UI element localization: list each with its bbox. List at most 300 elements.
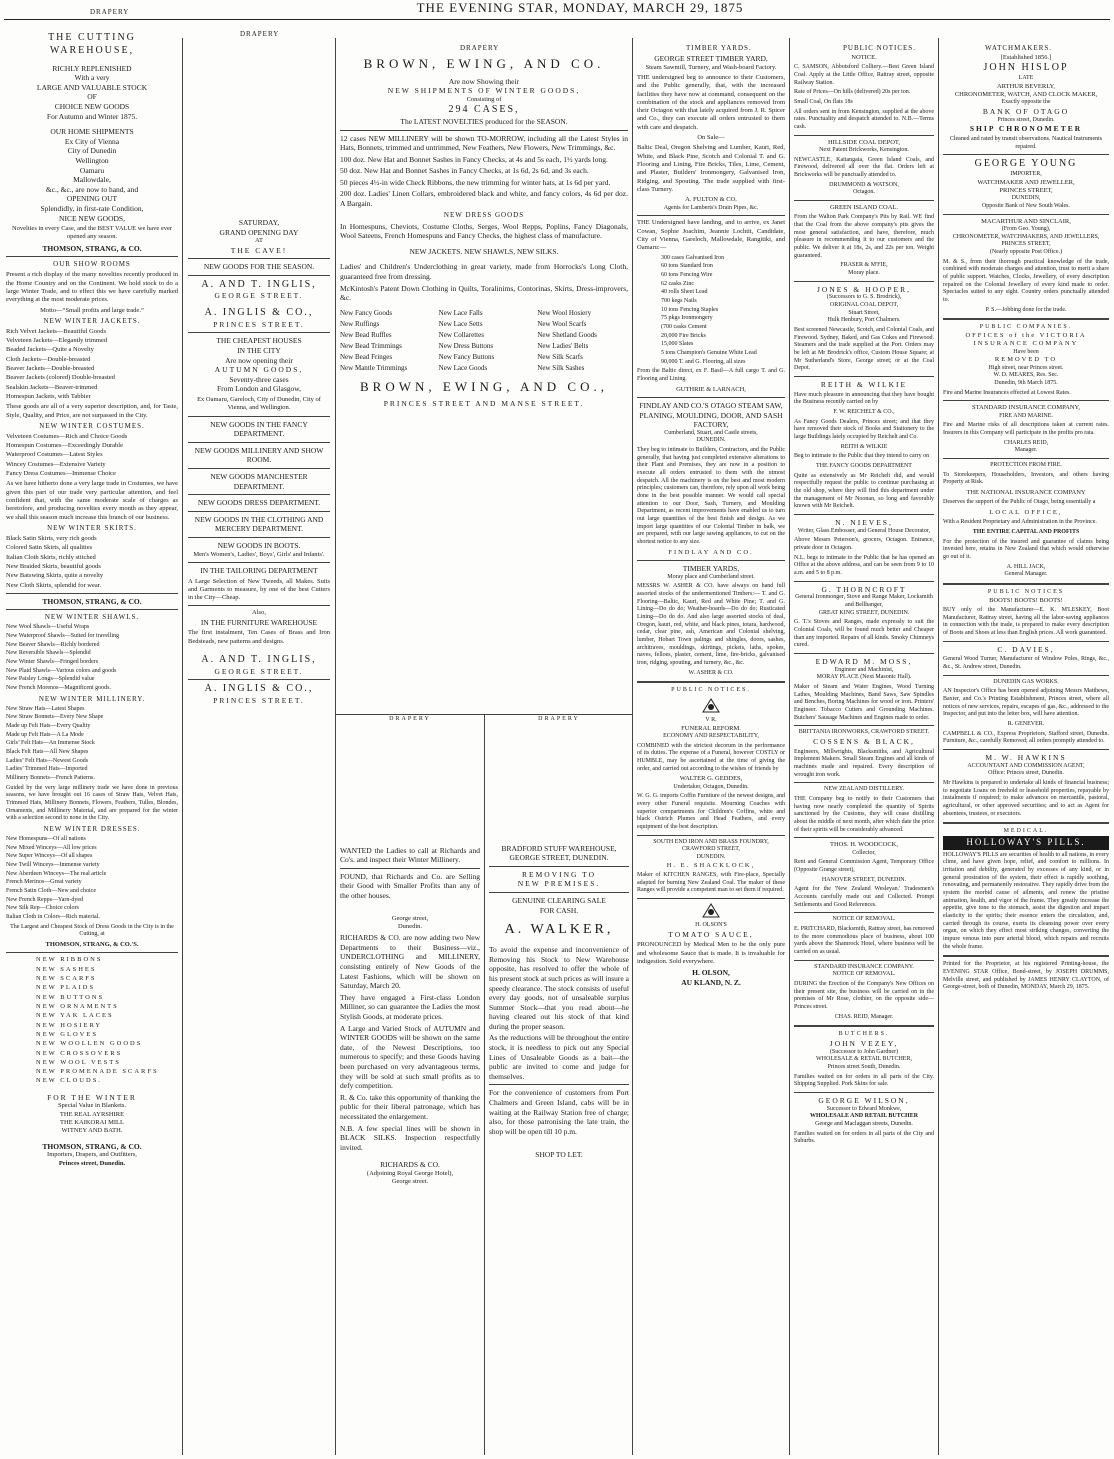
list-item: 75 pkgs Ironmongery [661, 315, 713, 322]
foundry-line: SOUTH END IRON AND BRASS FOUNDRY, [653, 838, 769, 845]
pritchard-paragraph: E. PRITCHARD, Blacksmith, Rattray street, has removed to the more commodious place of business, about 100 yards above the Shamrock Hotel, where business will be carried on as usual. [794, 925, 934, 955]
drummond-sub: Octagon. [853, 189, 875, 196]
list-item: NEW PROMENADE SCARFS [36, 1068, 159, 1076]
walker-heading: A. WALKER, [504, 922, 614, 938]
cutting-line: With a very [74, 73, 110, 83]
list-item: NEW RIBBONS [36, 956, 103, 964]
firm-name: THOMSON, STRANG, & CO. [42, 243, 142, 253]
grid-item: New Fancy Buttons [438, 352, 495, 361]
list-item: New Reversible Shawls—Splendid [6, 650, 91, 657]
vezey-paragraph: Families waited on for orders in all parts of the City. Shipping Supplied. Pork Skins for sale. [794, 1073, 934, 1088]
geddes-sub: Undertaker, Octagon, Dunedin. [673, 783, 749, 790]
list-item: New Plaid Shawls—Various colors and goods [6, 667, 117, 674]
wanted-paragraph: WANTED the Ladies to call at Richards and Co's. and inspect their Winter Millinery. [340, 845, 480, 865]
list-item: New Twill Winceys—Immense variety [6, 862, 100, 869]
woodcock-sub: Collector, [852, 849, 876, 856]
boots-heading: BOOTS! BOOTS! BOOTS! [989, 596, 1063, 604]
engaged-paragraph: They have engaged a First-class London Milliner, so can guarantee the Ladies the most Stylish Goods, at moderate prices. [340, 992, 480, 1022]
millinery-list [6, 706, 178, 783]
distillery-paragraph: THE Company beg to notify to their Customers that having now nearly completed the quantity of Spirits sanctioned by the Customs, they will cease distilling about the middle of next month, after which date the price of their spirits will be considerably advanced. [794, 795, 934, 833]
shawls-list [6, 624, 178, 692]
column-walker [489, 716, 629, 1455]
furniture-heading: IN THE FURNITURE WAREHOUSE [200, 617, 318, 627]
department-line: NEW GOODS MILLINERY AND SHOW ROOM. [194, 445, 324, 465]
woodcock-heading: THOS. H. WOODCOCK, [830, 841, 898, 849]
shawls-heading: NEW WINTER SHAWLS. [44, 613, 140, 622]
local-office: LOCAL OFFICE, [989, 509, 1063, 517]
list-item: NEW WOOL VESTS [36, 1058, 121, 1066]
nieves-heading: N. NIEVES, [835, 518, 893, 528]
opening-line: Seventy-three cases [229, 374, 289, 384]
list-item: Girls’ Felt Hats—An Immense Stock [6, 740, 95, 747]
latest-text: The LATEST NOVELTIES produced for the SEASON. [400, 116, 568, 126]
moss-paragraph: Maker of Steam and Water Engines, Wood Turning Lathes, Moulding Machines, Band Saws, Saw Spindles and Benches, Boring Machines for wood or iron. Printers' Engineer. Tobacco Cutters and Grounding Machines. Butchers' Sausage Machines and Engines made to order. [794, 683, 934, 721]
olson-sub: TOMATO SAUCE, [668, 929, 754, 939]
victoria-date: Dunedin, 9th March 1875. [994, 380, 1058, 387]
baltic-paragraph: From the Baltic direct, ex F. Basil—A full cargo T. and G. Flooring and Lining. [637, 368, 785, 382]
nieves-address: Above Messrs Peterson's, grocers, Octagon. Entrance, private door in Octagon. [794, 537, 934, 551]
ribbons-paragraph: 50 pieces 4½-in wide Check Ribbons, the new trimming for winter hats, at 1s 6d per yard. [340, 177, 611, 187]
inglis-b-footer: A. INGLIS & CO., [204, 683, 314, 695]
costumes-list [6, 433, 178, 479]
ship-chronometer: SHIP CHRONOMETER [969, 124, 1083, 134]
national-heading: THE NATIONAL INSURANCE COMPANY [966, 489, 1086, 497]
local-paragraph: With a Resident Proprietary and Administration in the Province. [943, 519, 1097, 526]
list-item: 700 kegs Nails [661, 297, 697, 304]
list-item: Made up Felt Hats—Every Quality [6, 723, 91, 730]
davies-heading: C. DAVIES, [997, 644, 1055, 654]
moss-address: MORAY PLACE (Next Masonic Hall). [816, 674, 912, 681]
macarthur-address: PRINCES STREET, [1001, 241, 1051, 248]
mackintosh-paragraph: McKintosh's Patent Down Clothing in Quilts, Toralinims, Contorinas, Skirts, Dress-improvers, &c. [340, 283, 628, 303]
list-item: New Waterproof Shawls—Suited for travelling [6, 633, 120, 640]
richards-sign: RICHARDS & CO. [380, 1160, 440, 1170]
list-item: NEW SASHES [36, 965, 97, 973]
column-rule [938, 38, 939, 1455]
hislop-heading: JOHN HISLOP [983, 62, 1069, 74]
on-sale: On Sale— [697, 134, 725, 142]
opening-line: AUTUMN GOODS, [214, 365, 304, 375]
richards-sign-place: George street. [391, 1178, 429, 1186]
holloway-paragraph: HOLLOWAY'S PILLS are securities of health to all nations, in every clime, and have given hope, relief, and comfort to millions. In irritation and debility, generated by excesses of any kind, or in general prostration of the system, their effect is rapidly soothing, renovating, and permanently restorative. They rapidly drive from the system the morbid cause of ailments, and renew the pristine animation, health, and vigor of the frame. They greatly increase the appetite, give tone to the stomach, assist the digestion and impart elasticity to the spirits; their essence enters the circulation, and, carried through its course, exerts its cleansing power over every organ, on which they effect most striking changes, converting the impure venous into pure arterial blood, which repairs and recruits the whole frame. [943, 851, 1109, 950]
on-sale-paragraph: Baltic Deal, Oregon Shelving and Lumber, Kauri, Red, White, and Black Pine, Scotch and Colonial T. and G. Flooring and Lining, Fire Bricks, Tiles, Lime, Cement, and Plaster, Builders' Ironmongery, Galvanised Iron, Ridging, and Spouting. The trade supplied with first-class Turnery. [637, 144, 785, 193]
macarthur-paragraph: M. & S., from their thorough practical knowledge of the trade, combined with moderate charges and attention, trust to merit a share of public support. Watches, Clocks, Jewellery, of every description repaired on the Colonial Jewellery of every kind made to order. Spectacles suited to any sight. Country orders punctually attended to. [943, 258, 1109, 304]
grid-item: New Bead Ruffles [340, 330, 392, 339]
novelties-text: Novelties in every Case, and the BEST VALUE we have ever opened any season. [11, 225, 173, 241]
list-item: Wincey Costumes—Extensive Variety [6, 460, 106, 468]
victoria-removed: REMOVED TO [994, 356, 1058, 364]
davies-paragraph: General Wood Turner, Manufacturer of Window Poles, Rings, &c., &c., St. Andrew street, Dunedin. [943, 656, 1109, 671]
list-item: 20,000 Fire Bricks [661, 332, 706, 339]
rate-line: Rate of Prices—On hills (delivered) 20s per ton. [794, 89, 911, 96]
list-item: Velveteen Costumes—Rich and Choice Goods [6, 432, 128, 440]
reichelt-paragraph: As Fancy Goods Dealers, Princes street; and that they have removed their stock of Books and Stationery to the large Buildings lately occupied by Reichelt and Co. [794, 418, 934, 440]
column-rule [335, 38, 336, 1455]
list-item: Homespun Costumes—Exceedingly Durable [6, 442, 123, 450]
depot-address: Stuart Street, [848, 309, 880, 316]
list-item: 300 cases Galvanised Iron [661, 254, 725, 261]
column-watchmakers [943, 54, 1109, 1455]
gas-paragraph: AN Inspector's Office has been opened adjoining Messrs Matthews, Baxter, and Co.'s Printing Establishment, Princes street, where all notices of new services, repairs, escapes of gas, &c., addressed to the Inspector, and put into the letter box, will have attention. [943, 688, 1109, 718]
depot-paragraph: Best screened Newcastle, Scotch, and Colonial Coals, and Firewood. Sydney, Baked, and Gas Cokes and Firewood. Steamers and the trade supplied at the Port. Orders may be left at Mr Brodrick's office, Custom House Square; at Mr Sutherland's Store, George street; or at the Coal Depot. [794, 327, 934, 372]
royal-crest-icon [700, 697, 722, 715]
asher-sign: W. ASHER & CO. [688, 669, 734, 676]
standard-heading: STANDARD INSURANCE COMPANY, [971, 404, 1080, 412]
victoria-paragraph: Fire and Marine Insurances effected at Lowest Rates. [943, 389, 1071, 396]
column-notices [794, 54, 934, 1455]
cossens-paragraph: Engineers, Millwrights, Blacksmiths, and Agricultural Implement Makers. Small Steam Engines and all kinds of machines made and repaired. Every description of wrought iron work. [794, 748, 934, 778]
list-item: New Aberdeen Winceys—The real article [6, 870, 107, 877]
hislop-bank: BANK OF OTAGO [982, 107, 1070, 117]
masthead-label-watch: WATCHMAKERS. [985, 44, 1053, 52]
shipment-line: OPENING OUT [66, 194, 118, 204]
fulton-sign: A. FULTON & CO. [685, 196, 737, 204]
shipment-line: OUR HOME SHIPMENTS [50, 127, 134, 137]
clearing-line: FOR CASH. [539, 905, 579, 915]
timber-heading: GEORGE STREET TIMBER YARD, [654, 54, 768, 63]
removing-line: REMOVING TO [521, 869, 597, 879]
goods-grid [340, 309, 628, 373]
list-item: New Paisley Longs—Splendid value [6, 676, 95, 683]
guthrie-items [637, 255, 785, 367]
green-island-heading: GREEN ISLAND COAL. [829, 204, 899, 212]
gas-sign: R. GENEVER. [1007, 721, 1045, 728]
grid-item: New Lace Goods [438, 363, 488, 372]
richards-paragraph: RICHARDS & CO. are now adding two New Departments to their Business—viz., UNDERCLOTHING and MILLINERY, consisting entirely of New Goods of the Latest Fashions, which will be shown on Saturday, March 20. [340, 933, 480, 991]
column-inglis [188, 38, 330, 1455]
list-item: New Homespuns—Of all nations [6, 836, 86, 843]
woodcock-paragraph: Rent and General Commission Agent, Temporary Office (Opposite Grange street), [794, 859, 934, 873]
list-item: Homespun Jackets, with Tabbier [6, 392, 91, 400]
grid-item: New Mantle Trimmings [340, 363, 408, 372]
macarthur-opposite: (Nearly opposite Post Office.) [989, 249, 1063, 256]
footer-firm: THOMSON, STRANG, & CO. [42, 1141, 142, 1151]
victoria-secretary: W. D. MEARES, Res. Sec. [993, 372, 1059, 379]
boots-sub: Men's Women's, Ladies', Boys', Girls' and Infants'. [193, 550, 325, 558]
show-rooms-text: Present a rich display of the many novelties recently produced in the Home Country and on the Continent. We hold stock to do a large Winter Trade, and to effect this we have carefully marked everything at the most moderate prices. [6, 271, 178, 304]
list-item: 60 tons Standard Iron [661, 263, 713, 270]
foundry-line: DUNEDIN. [696, 854, 726, 861]
list-item: (700 casks Cement [661, 323, 707, 330]
list-item: New Straw Hats—Latest Shapes [6, 705, 85, 712]
macarthur-trade: CHRONOMETER, WATCHMAKERS, AND JEWELLERS, [952, 233, 1100, 240]
young-trade: WATCHMAKER AND JEWELLER, [977, 178, 1075, 186]
address-line: George street, [391, 914, 429, 922]
list-item: New Wool Shawls—Useful Wraps [6, 624, 90, 631]
winter-line: THE REAL AYRSHIRE [59, 1110, 125, 1118]
standard-sign: CHAS. REID, Manager. [834, 1013, 894, 1020]
cutting-line: CHOICE NEW GOODS [54, 101, 130, 111]
wilson-heading: GEORGE WILSON, [818, 1095, 910, 1105]
notice-heading: NOTICE. [851, 54, 877, 61]
shop-to-let: SHOP TO LET. [535, 1150, 583, 1160]
victoria-have: Have been [1013, 348, 1039, 355]
geddes-paragraph: W. G. G. imports Coffin Furniture of the newest designs, and every other Funeral requisite. Mourning Coaches with superior compartments for Children's Coffins, white and black Ostrich Plumes and Head Feathers, and every equipment of the best description. [637, 793, 785, 831]
cutting-line: RICHLY REPLENISHED [52, 63, 132, 73]
hislop-trade: CHRONOMETER, WATCH, AND CLOCK MAKER, [954, 91, 1098, 99]
inglis-a-footer-address: GEORGE STREET. [214, 666, 304, 676]
national-paragraph: Deserves the support of the Public of Otago, being essentially a [943, 499, 1096, 506]
masthead-label-timber: TIMBER YARDS. [686, 44, 752, 52]
moss-sub: Engineer and Machinist, [834, 666, 894, 673]
list-item: 62 casks Zinc [661, 280, 694, 287]
victoria-heading: OFFICES of the VICTORIA INSURANCE COMPANY [965, 332, 1087, 348]
cossens-heading: COSSENS & BLACK, [813, 736, 915, 746]
hislop-opposite: Exactly opposite the [1001, 99, 1051, 106]
also-text: Also, [252, 609, 266, 617]
brown-ewing-footer: BROWN, EWING, AND CO., [360, 378, 608, 394]
reid-sub: Manager. [1014, 447, 1038, 454]
geddes-sign: WALTER G. GEDDES, [679, 775, 743, 783]
jones-heading: JONES & HOOPER, [817, 284, 911, 294]
inglis-a-address: GEORGE STREET. [214, 291, 304, 301]
consisting-text: Consisting of [466, 95, 502, 103]
footer-place: Princes street, Dunedin. [58, 1159, 126, 1167]
young-opposite: Opposite Bank of New South Wales. [981, 203, 1071, 210]
masthead-rule [4, 19, 1110, 20]
wilson-trade: WHOLESALE AND RETAIL BUTCHER [809, 1113, 919, 1120]
list-item: 10 tons Fencing Staples [661, 306, 719, 313]
removal-heading: NOTICE OF REMOVAL. [832, 916, 896, 923]
campbell-paragraph: CAMPBELL & CO., Express Proprietors, Stafford street, Dunedin. Furniture, &c., carefully Removed; all orders promptly attended to. [943, 730, 1109, 745]
cutting-warehouse-heading: THE CUTTING WAREHOUSE, [48, 32, 136, 56]
tailoring-text: A Large Selection of New Tweeds, all Makes. Suits and Garments to measure, by one of the best Cutters in the City—Cheap. [188, 577, 330, 602]
grid-item: New Lace Falls [438, 308, 483, 317]
department-line: NEW GOODS IN BOOTS. [217, 541, 301, 550]
guthrie-sign: GUTHRIE & LARNACH, [676, 385, 746, 393]
vezey-address: Princes street South, Dunedin. [827, 1063, 901, 1070]
thorncroft-sub: General Ironmonger, Stove and Range Maker, Locksmith and Bellhanger, [795, 594, 933, 608]
hillside-heading: HILLSIDE COAL DEPOT, [827, 138, 901, 146]
list-item: NEW YAK LACES [36, 1012, 114, 1020]
list-item: NEW GLOVES [36, 1030, 98, 1038]
olson-paragraph: PRONOUNCED by Medical Men to be the only pure and wholesome Sauce that is made. It is invaluable for indigestion. Sold everywhere. [637, 941, 785, 965]
masthead-title: THE EVENING STAR, MONDAY, MARCH 29, 1875 [416, 0, 744, 15]
grid-item: New Bead Fringes [340, 352, 393, 361]
young-address: PRINCES STREET, [999, 187, 1053, 195]
column-timber [637, 54, 785, 1455]
established-line: [Established 1856.] [1000, 54, 1052, 61]
column-rule [632, 38, 633, 1455]
gas-heading: DUNEDIN GAS WORKS. [993, 678, 1059, 685]
hanover-address: HANOVER STREET, DUNEDIN. [821, 876, 907, 883]
fraser-sign: FRASER & M'FIE, [840, 262, 888, 269]
ex-ships: Ex Oamaru, Gareloch, City of Dunedin, City of Vienna, and Wellington. [197, 396, 321, 412]
inglis-a-footer: A. AND T. INGLIS, [201, 653, 317, 665]
thorncroft-heading: G. THORNCROFT [821, 584, 907, 594]
found-paragraph: FOUND, that Richards and Co. are Selling their Good with Smaller Profits than any of the other houses. [340, 871, 480, 901]
list-item: NEW PLAIDS [36, 984, 96, 992]
inglis-a-heading: A. AND T. INGLIS, [201, 278, 317, 290]
list-item: Velveteen Jackets—Elegantly trimmed [6, 337, 108, 345]
standard-paragraph: Fire and Marine risks of all descriptions taken at current rates. Insurers in this Company will participate in the profits pro rata. [943, 422, 1109, 437]
olson-footer-place: AU KLAND, N. Z. [681, 977, 741, 987]
shipment-line: &c., &c., are now to hand, and [45, 184, 139, 194]
wilson-address: George and Maclaggan streets, Dunedin. [815, 1120, 913, 1127]
grid-item: New Lace Setts [438, 319, 483, 328]
richards-sign-sub: (Adjoining Royal George Hotel), [366, 1169, 454, 1177]
butchers-label: BUTCHERS. [838, 1031, 890, 1038]
macarthur-sub: (From Geo. Young), [1001, 226, 1051, 233]
hawkins-paragraph: Mr Hawkins is prepared to undertake all kinds of financial business; to negotiate Loans on freehold or leasehold properties, repayable by instalments if required; to make advances on mercantile, pastoral, agricultural, or other approved securities; and to act as Agent for absentees, trustees, or executors. [943, 780, 1109, 817]
findlay-paragraph: They beg to intimate to Builders, Contractors, and the Public generally, that having just completed extensive alterations to their Plant and Premises, they are now in a position to execute all orders entrusted to them with the utmost despatch. All the machinery is on the best and most modern principles; customers can, therefore, rely upon all work being done in the best possible manner. We would call special attention to our Door, Sash, Turnery, and Moulding Department, as recent improvements have enabled us to turn out large quantities of the best finish and design. As we import large quantities of our Colonial Timber in balk, we are prepared, with our large sawing appliances, to cut on the shortest notice to any size. [637, 447, 785, 546]
list-item: New Cloth Skirts, splendid for wear. [6, 581, 102, 589]
list-item: Italian Cloth Skirts, richly stitched [6, 553, 96, 561]
list-item: NEW CROSSOVERS [36, 1049, 123, 1057]
skirts-list [6, 535, 178, 590]
list-item: Beaver Jackets—Double-breasted [6, 365, 95, 373]
list-item: NEW BUTTONS [36, 993, 105, 1001]
hislop-sub: ARTHUR BEVERLY, [996, 82, 1056, 90]
standard-heading: STANDARD INSURANCE COMPANY. [814, 963, 914, 970]
findlay-footer: FINDLAY AND CO. [668, 548, 754, 556]
new-goods-season: NEW GOODS FOR THE SEASON. [203, 262, 315, 272]
grid-item: New Ladies' Belts [537, 341, 589, 350]
list-item: New French Repps—Yarn-dyed [6, 896, 84, 903]
notices-label: PUBLIC NOTICES [987, 589, 1065, 596]
shipment-line: Oamaru [79, 165, 105, 175]
thorncroft-address: GREAT KING STREET, DUNEDIN. [818, 609, 910, 616]
reid-sign: CHARLES REID, [1003, 439, 1049, 446]
list-item: NEW WOOLLEN GOODS [36, 1040, 143, 1048]
grid-item: New Fancy Goods [340, 308, 393, 317]
reith2-heading: REITH & WILKIE [840, 443, 888, 450]
column-rule [789, 38, 790, 1455]
take-paragraph: R. & Co. take this opportunity of thanking the public for their liberal patronage, which has necessitated the enlargement. [340, 1092, 480, 1121]
depot-heading: ORIGINAL COAL DEPOT, [829, 301, 899, 308]
shacklock-paragraph: Maker of KITCHEN RANGES, with Fire-place, Specially adapted for burning New Zealand Coal. The maker of these Ranges will provide a competent man to set them if required. [637, 872, 785, 894]
jackets-heading: NEW WINTER JACKETS. [43, 316, 141, 325]
olson-heading: H. OLSON'S [695, 922, 727, 929]
olson-footer: H. OLSON, [692, 968, 730, 978]
grid-item: New Silk Sashes [537, 363, 585, 372]
drapery-label: DRAPERY [389, 716, 431, 722]
winter-line: THE KAIKORAI MILL [60, 1119, 124, 1127]
list-item: NEW ORNAMENTS [36, 1002, 119, 1010]
list-item: Millinery Bonnets—French Patterns. [6, 775, 95, 782]
walker-paragraph: To avoid the expense and inconvenience of Removing his Stock to New Warehouse opposite, has resolved to offer the whole of his present stock at such prices as will insure a speedy clearance. The stock consists of useful every day goods, not of unsaleable surplus Summer Stock—that you read about—he having cleared out his stock of that kind during the proper season. [489, 945, 629, 1031]
address-line: Dunedin. [397, 922, 422, 930]
show-rooms-heading: OUR SHOW ROOMS [53, 260, 131, 269]
drummond-sign: DRUMMOND & WATSON, [829, 181, 899, 188]
grid-item: New Collarettes [438, 330, 484, 339]
britannia-heading: BRITTANIA IRONWORKS, CRAWFORD STREET. [798, 729, 930, 736]
fancy-paragraph: Quite as extensively as Mr Reichelt did, and would respectfully request the public to continue purchasing at the old shop, where they will find this department under the management of Mr Noonan, so long and favorably known with Mr Reichelt. [794, 472, 934, 510]
saturday-line: GRAND OPENING DAY [219, 227, 299, 237]
dresses-list [6, 836, 178, 922]
thorncroft-paragraph: G. T.'s Stoves and Ranges, made expressly to suit the Colonial Coals, will be found much better and Cheaper than any imported. Repairs of all kinds. Smoky Chimneys cured. [794, 619, 934, 649]
list-item: 90,000 T. and G. Flooring, all sizes [661, 358, 746, 365]
shacklock-heading: H. E. SHACKLOCK, [666, 861, 756, 869]
shipment-line: Ex City of Vienna [64, 136, 120, 146]
vezey-trade: WHOLESALE & RETAIL BUTCHER, [816, 1056, 912, 1063]
winter-line: Special Value in Blankets. [57, 1102, 127, 1110]
grid-item: New Dress Buttons [438, 341, 494, 350]
showing-text: Are now Showing their [448, 76, 520, 86]
list-item: Italian Cloth in Colors—Rich material. [6, 914, 100, 921]
fraser-sub: Moray place. [848, 270, 880, 277]
timber2-heading: TIMBER YARDS, [682, 564, 740, 574]
grid-item: New Shetland Goods [537, 330, 597, 339]
grid-item: New Ruffings [340, 319, 380, 328]
list-item: Cloth Jackets—Double-breasted [6, 355, 91, 363]
medical-label: MEDICAL. [1003, 828, 1049, 835]
cutting-line: LARGE AND VALUABLE STOCK [36, 82, 148, 92]
entire-paragraph: For the protection of the insured and guarantee of claims being invested here, retains in New Zealand that which would otherwise go out of it. [943, 538, 1109, 561]
grid-item: New Wool Scarfs [537, 319, 587, 328]
jack-sign: A. HILL JACK, [1006, 563, 1046, 570]
reith2-paragraph: Beg to intimate to the Public that they intend to carry on [794, 453, 930, 460]
list-item: NEW CLOUDS. [36, 1077, 102, 1085]
varied-paragraph: A Large and Varied Stock of AUTUMN and WINTER GOODS will be shown on the same date, of the Newest Descriptions, too numerous to specify; and these Goods having been purchased on very advantageous terms, they will be sold at such small profits as to defy competition. [340, 1023, 480, 1091]
bradford-heading: GEORGE STREET, DUNEDIN. [509, 853, 609, 863]
inglis-b-footer-address: PRINCES STREET. [213, 696, 305, 706]
royal-crest-icon [700, 902, 722, 920]
jackets-shawls-silks: NEW JACKETS. NEW SHAWLS, NEW SILKS. [409, 246, 559, 256]
notices-label: PUBLIC NOTICES. [671, 687, 751, 694]
winter-line: WITNEY AND BATH. [61, 1127, 123, 1135]
cheapest-line: THE CHEAPEST HOUSES [216, 336, 302, 346]
masthead-label-left2: DRAPERY [240, 30, 280, 38]
saturday-line: AT [255, 237, 263, 245]
wilson-sub: Successor to Edward Monkwe, [826, 1105, 902, 1112]
removing-line: NEW PREMISES. [517, 879, 601, 889]
hislop-late: LATE [1018, 75, 1034, 82]
dresses-heading: NEW WINTER DRESSES. [43, 825, 141, 834]
findlay-heading: FINDLAY AND CO.'S OTAGO STEAM SAW, PLANING, MOULDING, DOOR, AND SASH FACTORY, [639, 400, 783, 430]
companies-label: PUBLIC COMPANIES. [979, 324, 1073, 331]
jobbing-note: P. S.—Jobbing done for the trade. [985, 306, 1067, 313]
moss-heading: EDWARD M. MOSS, [815, 656, 913, 666]
department-line: NEW GOODS IN THE CLOTHING AND MERCERY DEPARTMENT. [194, 514, 324, 534]
list-item: French Merinos—Great variety [6, 879, 82, 886]
sashes-paragraph: 100 doz. New Hat and Bonnet Sashes in Fancy Checks, at 4s and 5s each, 1½ yards long. [340, 154, 608, 164]
costumes-note: As we have hitherto done a very large trade in Costumes, we have given this part of our trade very particular attention, and feel confident that, with the same moderate scale of charges as heretofore, and producing novelties every month as they appear, we shall this season much increase this branch of our business. [6, 480, 178, 521]
list-item: Ladies’ Trimmed Hats—Imported [6, 766, 88, 773]
brown-ewing-address: PRINCES STREET AND MANSE STREET. [383, 399, 585, 409]
tailoring-heading: IN THE TAILORING DEPARTMENT [200, 565, 318, 575]
hillside-sub: Next Patent Brickworks, Kensington. [819, 147, 909, 153]
drapery-label: DRAPERY [538, 716, 580, 722]
rate-line: Small Coal, On flats 18s [794, 99, 853, 105]
shipment-line: NICE NEW GOODS, [59, 213, 125, 223]
skirts-heading: NEW WINTER SKIRTS. [47, 523, 137, 532]
standard-paragraph: DURING the Erection of the Company's New Offices on their present site, the business will be carried on in the premises of Mr Rose, clothier, on the opposite side—Princes street. [794, 980, 934, 1010]
findlay-place: DUNEDIN. [696, 437, 726, 444]
cheapest-line: IN THE CITY [237, 346, 281, 356]
millinery-note: Guided by the very large millinery trade we have done in previous seasons, we have brought out 16 cases of Straw Hats, Velvet Hats, Trimmed Hats, Millinery Bonnets, Flowers, Feathers, Tulles, Blondes, Ornaments, and Millinery Material, and are prepared for the winter with a selection second to none in the City. [6, 784, 178, 822]
fulton-sub: Agents for Lamberts's Drain Pipes, &c. [663, 204, 759, 211]
fire-paragraph: To Storekeepers, Householders, Investors, and others having Property at Risk. [943, 471, 1109, 486]
vezey-sub: (Successor to John Gardner) [829, 1048, 899, 1055]
removal2-heading: NOTICE OF REMOVAL. [832, 971, 896, 978]
winter-heading: FOR THE WINTER [47, 1092, 137, 1102]
firm-name: THOMSON, STRANG, & CO.'S. [45, 941, 139, 949]
list-item: New French Morenos—Magnificent goods. [6, 685, 111, 692]
boots-paragraph: BUY only of the Manufacturer—E. K. M'LESKEY, Boot Manufacturer, Rattray street, having all the labor-saving appliances in connection with the trade, is prepared to make every description of Boots and Shoes at less than English prices. All work guaranteed. [943, 607, 1109, 637]
jackets-list [6, 328, 178, 402]
ribbons-list [6, 956, 178, 1085]
victoria-address: High street, near Princes street. [988, 364, 1064, 371]
cases-text: 294 CASES, [448, 104, 520, 116]
reith-paragraph: Have much pleasure in announcing that they have bought the Business recently carried on by [794, 391, 934, 406]
list-item: 60 tons Fencing Wire [661, 271, 713, 278]
list-item: New Batswing Skirts, quite a novelty [6, 572, 104, 580]
list-item: NEW SCARFS [36, 975, 97, 983]
list-item: 40 rolls Sheet Lead [661, 289, 708, 296]
motto: Motto—“Small profits and large trade.” [40, 306, 144, 314]
list-item: 15,000 Slates [661, 341, 694, 348]
